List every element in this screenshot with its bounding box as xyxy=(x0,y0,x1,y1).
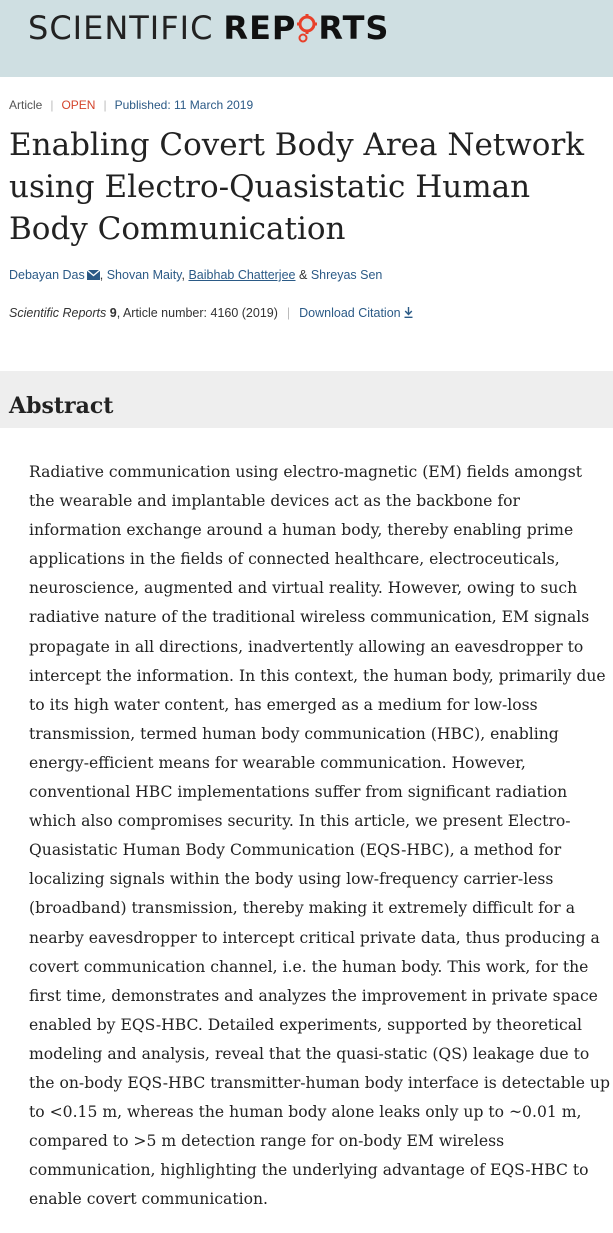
author-link[interactable]: Shovan Maity xyxy=(106,268,182,282)
author-link[interactable]: Debayan Das xyxy=(9,268,85,282)
author-link[interactable]: Baibhab Chatterjee xyxy=(188,268,296,282)
site-header xyxy=(0,0,613,77)
download-citation-link[interactable] xyxy=(299,306,413,320)
journal-volume: 9 xyxy=(109,306,117,320)
author-link[interactable]: Shreyas Sen xyxy=(310,268,383,282)
published-date: Published: 11 March 2019 xyxy=(114,98,254,112)
meta-divider: | xyxy=(103,98,107,112)
author-ampersand: & xyxy=(298,268,308,282)
download-citation-label: Download Citation xyxy=(299,306,401,320)
email-icon[interactable] xyxy=(87,269,100,279)
logo-part-b: RTS xyxy=(318,9,390,47)
download-icon xyxy=(404,307,413,318)
meta-divider: | xyxy=(50,98,54,112)
abstract-heading: Abstract xyxy=(9,393,114,419)
article-number: , Article number: 4160 (2019) xyxy=(116,306,278,320)
journal-logo[interactable] xyxy=(28,6,389,50)
article-title: Enabling Covert Body Area Network using Electro-Quasistatic Human Body Communication xyxy=(9,127,585,247)
gear-icon xyxy=(296,13,318,43)
logo-word-scientific: SCIENTIFIC xyxy=(28,9,214,47)
article-meta xyxy=(9,98,253,112)
citation-divider: | xyxy=(286,306,291,320)
abstract-text: Radiative communication using electro-magnetic (EM) fields amongst the wearable and implantable devices act as the backbone for information exchange around a human body, thereby enabling prime applications in the fields of connected healthcare, electroceuticals, neuroscience, augmented and virtual reality. However, owing to such radiative nature of the traditional wireless communication, EM signals propagate in all directions, inadvertently allowing an eavesdropper to intercept the information. In this context, the human body, primarily due to its high water content, has emerged as a medium for low-loss transmission, termed human body communication (HBC), enabling energy-efficient means for wearable communication. However, conventional HBC implementations suffer from significant radiation which also compromises security. In this article, we present Electro-Quasistatic Human Body Communication (EQS-HBC), a method for localizing signals within the body using low-frequency carrier-less (broadband) transmission, thereby making it extremely difficult for a nearby eavesdropper to intercept critical private data, thus producing a covert communication channel, i.e. the human body. This work, for the first time, demonstrates and analyzes the improvement in private space enabled by EQS-HBC. Detailed experiments, supported by theoretical modeling and analysis, reveal that the quasi-static (QS) leakage due to the on-body EQS-HBC transmitter-human body interface is detectable up to <0.15 m, whereas the human body alone leaks only up to ~0.01 m, compared to >5 m detection range for on-body EM wireless communication, highlighting the underlying advantage of EQS-HBC to enable covert communication. xyxy=(29,463,610,1209)
citation-line xyxy=(9,306,413,320)
logo-word-reports xyxy=(223,9,389,47)
article-type: Article xyxy=(9,98,43,112)
logo-part-a: REP xyxy=(223,9,297,47)
journal-name: Scientific Reports xyxy=(9,306,107,320)
open-access-badge: OPEN xyxy=(61,98,96,112)
author-list: Debayan Das , Shovan Maity, Baibhab Chatterjee & Shreyas Sen xyxy=(9,268,383,282)
